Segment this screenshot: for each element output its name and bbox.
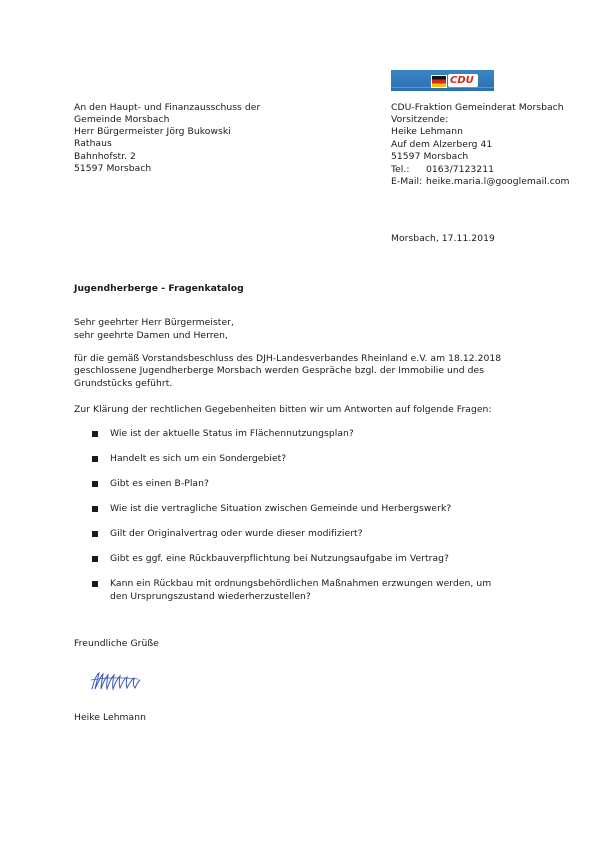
sender-email-label: E-Mail: xyxy=(391,176,423,187)
question-item-continuation: den Ursprungszustand wiederherzustellen? xyxy=(110,591,311,602)
question-item: Handelt es sich um ein Sondergebiet? xyxy=(110,453,287,464)
letter-date: Morsbach, 17.11.2019 xyxy=(391,233,495,244)
salutation-line: Sehr geehrter Herr Bürgermeister, xyxy=(74,317,234,328)
intro-line: Grundstücks geführt. xyxy=(74,378,173,389)
sender-line: CDU-Fraktion Gemeinderat Morsbach xyxy=(391,102,564,113)
question-item: Gilt der Originalvertrag oder wurde dieser modifiziert? xyxy=(110,528,363,539)
sender-line: Auf dem Alzerberg 41 xyxy=(391,139,493,150)
flag-icon xyxy=(431,75,447,88)
bullet-icon xyxy=(92,481,98,487)
sender-email-link[interactable]: heike.maria.l@googlemail.com xyxy=(426,176,570,187)
intro-line: geschlossene Jugendherberge Morsbach werden Gespräche bzgl. der Immobilie und des xyxy=(74,365,485,376)
question-item: Wie ist der aktuelle Status im Flächennutzungsplan? xyxy=(110,428,354,439)
recipient-line: Rathaus xyxy=(74,138,112,149)
logo-text: CDU xyxy=(450,75,474,86)
bullet-icon xyxy=(92,506,98,512)
questions-lead: Zur Klärung der rechtlichen Gegebenheiten bitten wir um Antworten auf folgende Fragen: xyxy=(74,404,492,415)
recipient-line: 51597 Morsbach xyxy=(74,163,152,174)
closing: Freundliche Grüße xyxy=(74,638,159,649)
bullet-icon xyxy=(92,581,98,587)
bullet-icon xyxy=(92,556,98,562)
intro-line: für die gemäß Vorstandsbeschluss des DJH-Landesverbandes Rheinland e.V. am 18.12.2018 xyxy=(74,353,502,364)
sender-line: 51597 Morsbach xyxy=(391,151,469,162)
sender-tel-label: Tel.: xyxy=(391,164,410,175)
question-item: Gibt es ggf. eine Rückbauverpflichtung bei Nutzungsaufgabe im Vertrag? xyxy=(110,553,449,564)
sender-line: Vorsitzende: xyxy=(391,114,449,125)
recipient-line: Gemeinde Morsbach xyxy=(74,114,170,125)
salutation-line: sehr geehrte Damen und Herren, xyxy=(74,330,228,341)
recipient-line: Bahnhofstr. 2 xyxy=(74,151,136,162)
question-item: Kann ein Rückbau mit ordnungsbehördlichen Maßnahmen erzwungen werden, um xyxy=(110,578,492,589)
sender-line: Heike Lehmann xyxy=(391,126,463,137)
recipient-line: An den Haupt- und Finanzausschuss der xyxy=(74,102,261,113)
handwritten-signature xyxy=(90,669,142,693)
bullet-icon xyxy=(92,531,98,537)
bullet-icon xyxy=(92,456,98,462)
signature-name: Heike Lehmann xyxy=(74,712,146,723)
question-item: Wie ist die vertragliche Situation zwischen Gemeinde und Herbergswerk? xyxy=(110,503,452,514)
letter-subject: Jugendherberge - Fragenkatalog xyxy=(74,283,244,294)
sender-tel-value: 0163/7123211 xyxy=(426,164,494,175)
recipient-line: Herr Bürgermeister Jörg Bukowski xyxy=(74,126,231,137)
bullet-icon xyxy=(92,431,98,437)
question-item: Gibt es einen B-Plan? xyxy=(110,478,209,489)
cdu-logo xyxy=(391,70,494,91)
